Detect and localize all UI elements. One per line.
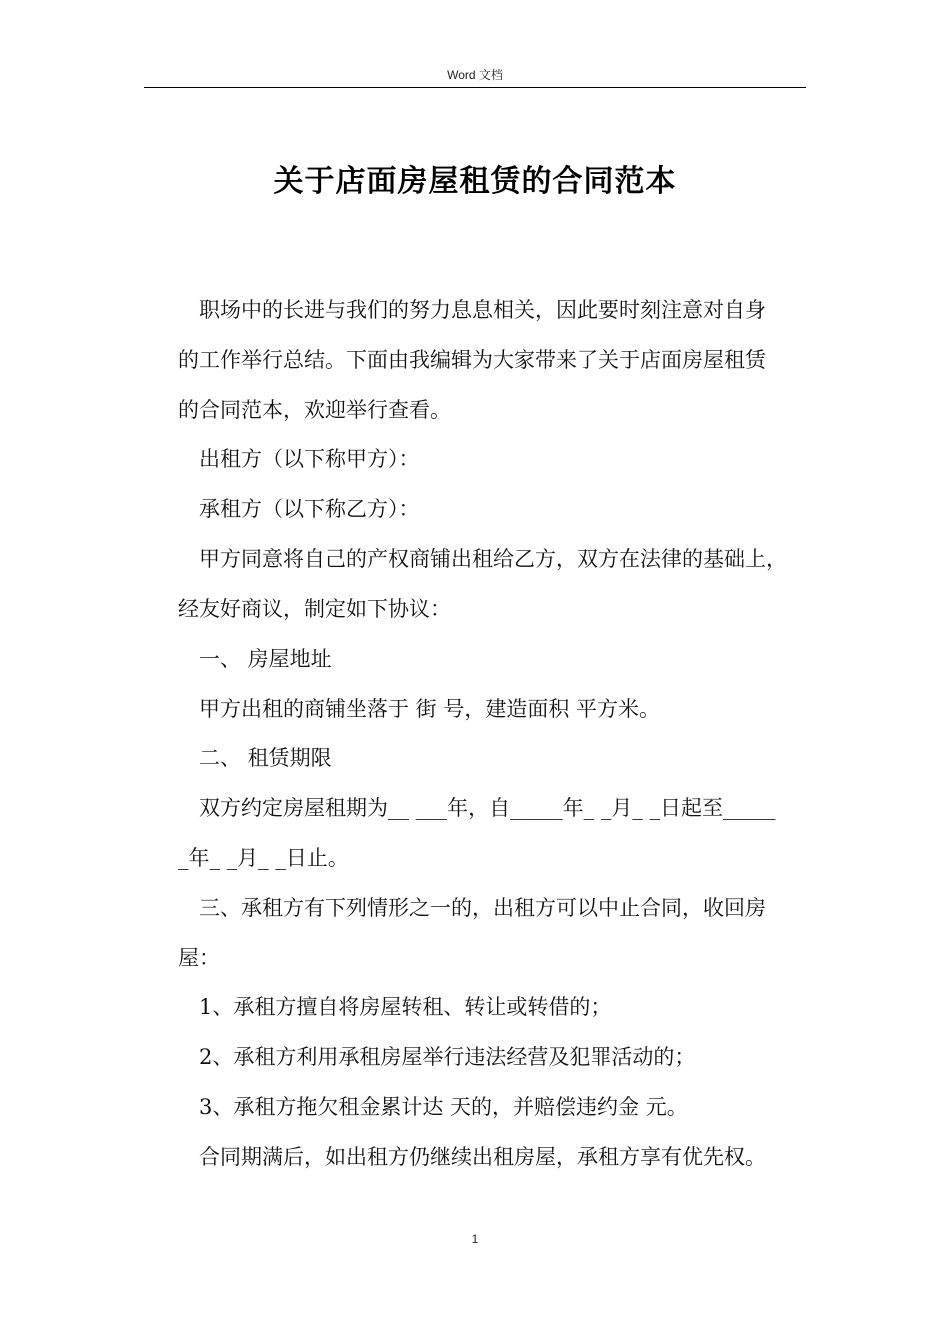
- list-item: 1、承租方擅自将房屋转租、转让或转借的；: [199, 995, 612, 1019]
- body-line: 的合同范本，欢迎举行查看。: [178, 398, 451, 422]
- body-line: 甲方出租的商铺坐落于 街 号，建造面积 平方米。: [199, 697, 661, 721]
- body-line: 甲方同意将自己的产权商铺出租给乙方，双方在法律的基础上，: [199, 547, 787, 571]
- body-line: 双方约定房屋租期为__ ___年，自_____年_ _月_ _日起至_____: [199, 796, 776, 820]
- body-line: _年_ _月_ _日止。: [178, 846, 349, 870]
- body-line: 合同期满后，如出租方仍继续出租房屋，承租方享有优先权。: [199, 1145, 766, 1169]
- list-item: 2、承租方利用承租房屋举行违法经营及犯罪活动的；: [199, 1045, 696, 1069]
- body-line: 三、承租方有下列情形之一的，出租方可以中止合同，收回房: [199, 896, 766, 920]
- body-line: 出租方（以下称甲方）：: [199, 447, 420, 471]
- section-heading: 二、 租赁期限: [199, 746, 332, 770]
- section-heading: 一、 房屋地址: [199, 647, 332, 671]
- page-header: Word 文档: [447, 68, 503, 82]
- body-line: 屋：: [178, 946, 220, 970]
- body-line: 职场中的长进与我们的努力息息相关，因此要时刻注意对自身: [199, 298, 766, 322]
- document-title: 关于店面房屋租赁的合同范本: [273, 164, 677, 199]
- body-line: 承租方（以下称乙方）：: [199, 497, 420, 521]
- body-line: 经友好商议，制定如下协议：: [178, 597, 451, 621]
- list-item: 3、承租方拖欠租金累计达 天的，并赔偿违约金 元。: [199, 1095, 688, 1119]
- body-line: 的工作举行总结。下面由我编辑为大家带来了关于店面房屋租赁: [178, 348, 766, 372]
- page-number: 1: [471, 1232, 479, 1246]
- header-rule: [144, 87, 806, 88]
